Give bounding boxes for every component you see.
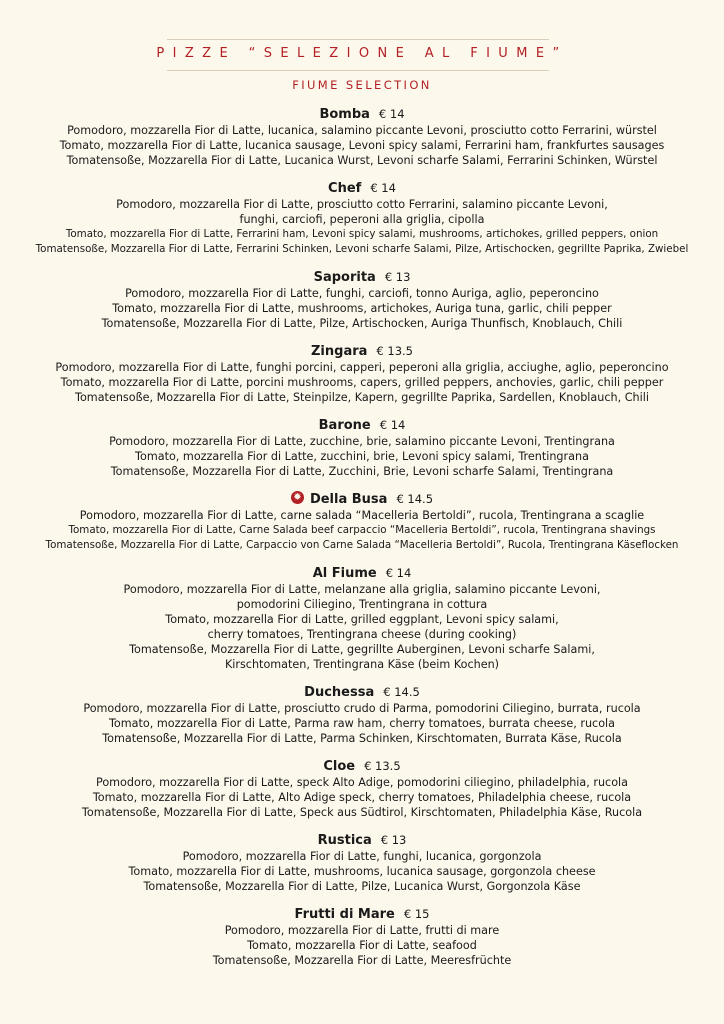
pizza-name: Rustica <box>317 833 372 848</box>
ingredient-line: Tomato, mozzarella Fior di Latte, lucanica sausage, Levoni spicy salami, Ferrarini ham, frankfurtes sausages <box>59 139 665 152</box>
ingredient-line: Tomato, mozzarella Fior di Latte, grilled eggplant, Levoni spicy salami, <box>165 613 559 626</box>
menu-item <box>0 832 724 894</box>
section-subtitle: FIUME SELECTION <box>292 78 432 92</box>
menu-item <box>0 180 724 257</box>
pizza-price: € 14.5 <box>383 685 420 699</box>
pizza-name: Chef <box>328 181 362 196</box>
menu-item-header <box>0 758 724 775</box>
ingredient-line: Pomodoro, mozzarella Fior di Latte, funghi, carciofi, tonno Auriga, aglio, peperoncino <box>125 287 599 300</box>
pizza-price: € 14 <box>378 107 405 121</box>
ingredient-line: Tomatensoße, Mozzarella Fior di Latte, Speck aus Südtirol, Kirschtomaten, Philadelphia Käse, Rucola <box>81 806 643 819</box>
pizza-price: € 14 <box>370 181 396 195</box>
pizza-name: Frutti di Mare <box>294 907 395 922</box>
ingredient-line: Tomato, mozzarella Fior di Latte, porcini mushrooms, capers, grilled peppers, anchovies, garlic, chili pepper <box>60 376 664 389</box>
pizza-name: Al Fiume <box>312 566 377 581</box>
ingredient-line: Tomatensoße, Mozzarella Fior di Latte, Zucchini, Brie, Levoni scharfe Salami, Trentingrana <box>110 465 614 478</box>
ingredient-line: Tomatensoße, Mozzarella Fior di Latte, Carpaccio von Carne Salada “Macelleria Bertoldi”, Rucola, Trentingrana Käseflocken <box>45 539 679 551</box>
menu-item <box>0 343 724 405</box>
ingredient-line: Tomatensoße, Mozzarella Fior di Latte, Lucanica Wurst, Levoni scharfe Salami, Ferrarini Schinken, Würstel <box>66 154 658 167</box>
menu-item <box>0 491 724 553</box>
menu-item <box>0 269 724 331</box>
ingredient-line: Kirschtomaten, Trentingrana Käse (beim Kochen) <box>224 658 500 671</box>
ingredient-line: Tomatensoße, Mozzarella Fior di Latte, Meeresfrüchte <box>212 954 512 967</box>
menu-item-header <box>0 417 724 434</box>
menu-item-header <box>0 106 724 123</box>
ingredient-line: Tomato, mozzarella Fior di Latte, zucchini, brie, Levoni spicy salami, Trentingrana <box>135 450 589 463</box>
ingredient-line: Pomodoro, mozzarella Fior di Latte, lucanica, salamino piccante Levoni, prosciutto cotto Ferrarini, würstel <box>67 124 657 137</box>
menu-item <box>0 106 724 168</box>
pizza-price: € 13.5 <box>364 759 401 773</box>
pizza-name: Zingara <box>311 344 368 359</box>
ingredient-line: Tomatensoße, Mozzarella Fior di Latte, Steinpilze, Kapern, gegrillte Paprika, Sardellen, Knoblauch, Chili <box>75 391 649 404</box>
pizza-list <box>0 106 724 980</box>
pizza-price: € 14 <box>379 418 406 432</box>
ingredient-line: Pomodoro, mozzarella Fior di Latte, funghi, lucanica, gorgonzola <box>182 850 542 863</box>
menu-item-header <box>0 343 724 360</box>
special-star-icon <box>291 491 304 504</box>
top-divider <box>167 39 549 40</box>
pizza-price: € 13 <box>384 270 411 284</box>
ingredient-line: Pomodoro, mozzarella Fior di Latte, prosciutto cotto Ferrarini, salamino piccante Levoni, <box>116 198 608 211</box>
menu-item-header <box>0 180 724 197</box>
ingredient-line: Tomatensoße, Mozzarella Fior di Latte, gegrillte Auberginen, Levoni scharfe Salami, <box>129 643 595 656</box>
menu-item-header <box>0 491 724 508</box>
ingredient-line: Tomato, mozzarella Fior di Latte, Parma raw ham, cherry tomatoes, burrata cheese, rucola <box>108 717 616 730</box>
menu-item <box>0 417 724 479</box>
ingredient-line: Pomodoro, mozzarella Fior di Latte, melanzane alla griglia, salamino piccante Levoni, <box>123 583 601 596</box>
ingredient-line: Pomodoro, mozzarella Fior di Latte, speck Alto Adige, pomodorini ciliegino, philadelphia, rucola <box>95 776 629 789</box>
ingredient-line: Pomodoro, mozzarella Fior di Latte, zucchine, brie, salamino piccante Levoni, Trentingrana <box>109 435 615 448</box>
pizza-name: Della Busa <box>309 492 388 507</box>
menu-item-header <box>0 832 724 849</box>
ingredient-line: Tomatensoße, Mozzarella Fior di Latte, Ferrarini Schinken, Levoni scharfe Salami, Pilze, Artischocken, gegrillte Paprika, Zwiebel <box>35 243 689 255</box>
ingredient-line: Pomodoro, mozzarella Fior di Latte, carne salada “Macelleria Bertoldi”, rucola, Trentingrana a scaglie <box>79 509 645 522</box>
pizza-price: € 13 <box>380 833 407 847</box>
title-divider <box>167 70 549 71</box>
pizza-name: Bomba <box>319 107 370 122</box>
menu-item-header <box>0 565 724 582</box>
ingredient-line: Tomato, mozzarella Fior di Latte, Carne Salada beef carpaccio “Macelleria Bertoldi”, rucola, Trentingrana shavings <box>68 524 656 536</box>
menu-item <box>0 684 724 746</box>
ingredient-line: Tomatensoße, Mozzarella Fior di Latte, Parma Schinken, Kirschtomaten, Burrata Käse, Rucola <box>102 732 622 745</box>
ingredient-line: Tomato, mozzarella Fior di Latte, mushrooms, artichokes, Auriga tuna, garlic, chili pepper <box>112 302 612 315</box>
menu-item-header <box>0 269 724 286</box>
ingredient-line: cherry tomatoes, Trentingrana cheese (during cooking) <box>207 628 517 641</box>
ingredient-line: Tomato, mozzarella Fior di Latte, seafood <box>247 939 477 952</box>
menu-item <box>0 906 724 968</box>
ingredient-line: Pomodoro, mozzarella Fior di Latte, prosciutto crudo di Parma, pomodorini Ciliegino, burrata, rucola <box>83 702 641 715</box>
pizza-price: € 14 <box>385 566 412 580</box>
ingredient-line: funghi, carciofi, peperoni alla griglia, cipolla <box>239 213 485 226</box>
pizza-name: Saporita <box>313 270 376 285</box>
ingredient-line: Tomato, mozzarella Fior di Latte, Alto Adige speck, cherry tomatoes, Philadelphia cheese, rucola <box>92 791 632 804</box>
ingredient-line: pomodorini Ciliegino, Trentingrana in cottura <box>236 598 488 611</box>
ingredient-line: Tomatensoße, Mozzarella Fior di Latte, Pilze, Lucanica Wurst, Gorgonzola Käse <box>143 880 581 893</box>
pizza-price: € 15 <box>403 907 430 921</box>
ingredient-line: Tomato, mozzarella Fior di Latte, mushrooms, lucanica sausage, gorgonzola cheese <box>128 865 596 878</box>
ingredient-line: Tomatensoße, Mozzarella Fior di Latte, Pilze, Artischocken, Auriga Thunfisch, Knoblauch, Chili <box>101 317 623 330</box>
ingredient-line: Tomato, mozzarella Fior di Latte, Ferrarini ham, Levoni spicy salami, mushrooms, artichokes, grilled peppers, onion <box>65 228 659 240</box>
pizza-name: Duchessa <box>304 685 375 700</box>
pizza-price: € 14.5 <box>396 492 434 506</box>
ingredient-line: Pomodoro, mozzarella Fior di Latte, frutti di mare <box>224 924 500 937</box>
pizza-name: Cloe <box>323 759 356 774</box>
menu-item <box>0 565 724 672</box>
menu-item <box>0 758 724 820</box>
menu-item-header <box>0 906 724 923</box>
menu-item-header <box>0 684 724 701</box>
pizza-name: Barone <box>318 418 371 433</box>
pizza-price: € 13.5 <box>376 344 413 358</box>
section-title: PIZZE “SELEZIONE AL FIUME” <box>156 46 568 61</box>
ingredient-line: Pomodoro, mozzarella Fior di Latte, funghi porcini, capperi, peperoni alla griglia, acciughe, aglio, peperoncino <box>55 361 669 374</box>
